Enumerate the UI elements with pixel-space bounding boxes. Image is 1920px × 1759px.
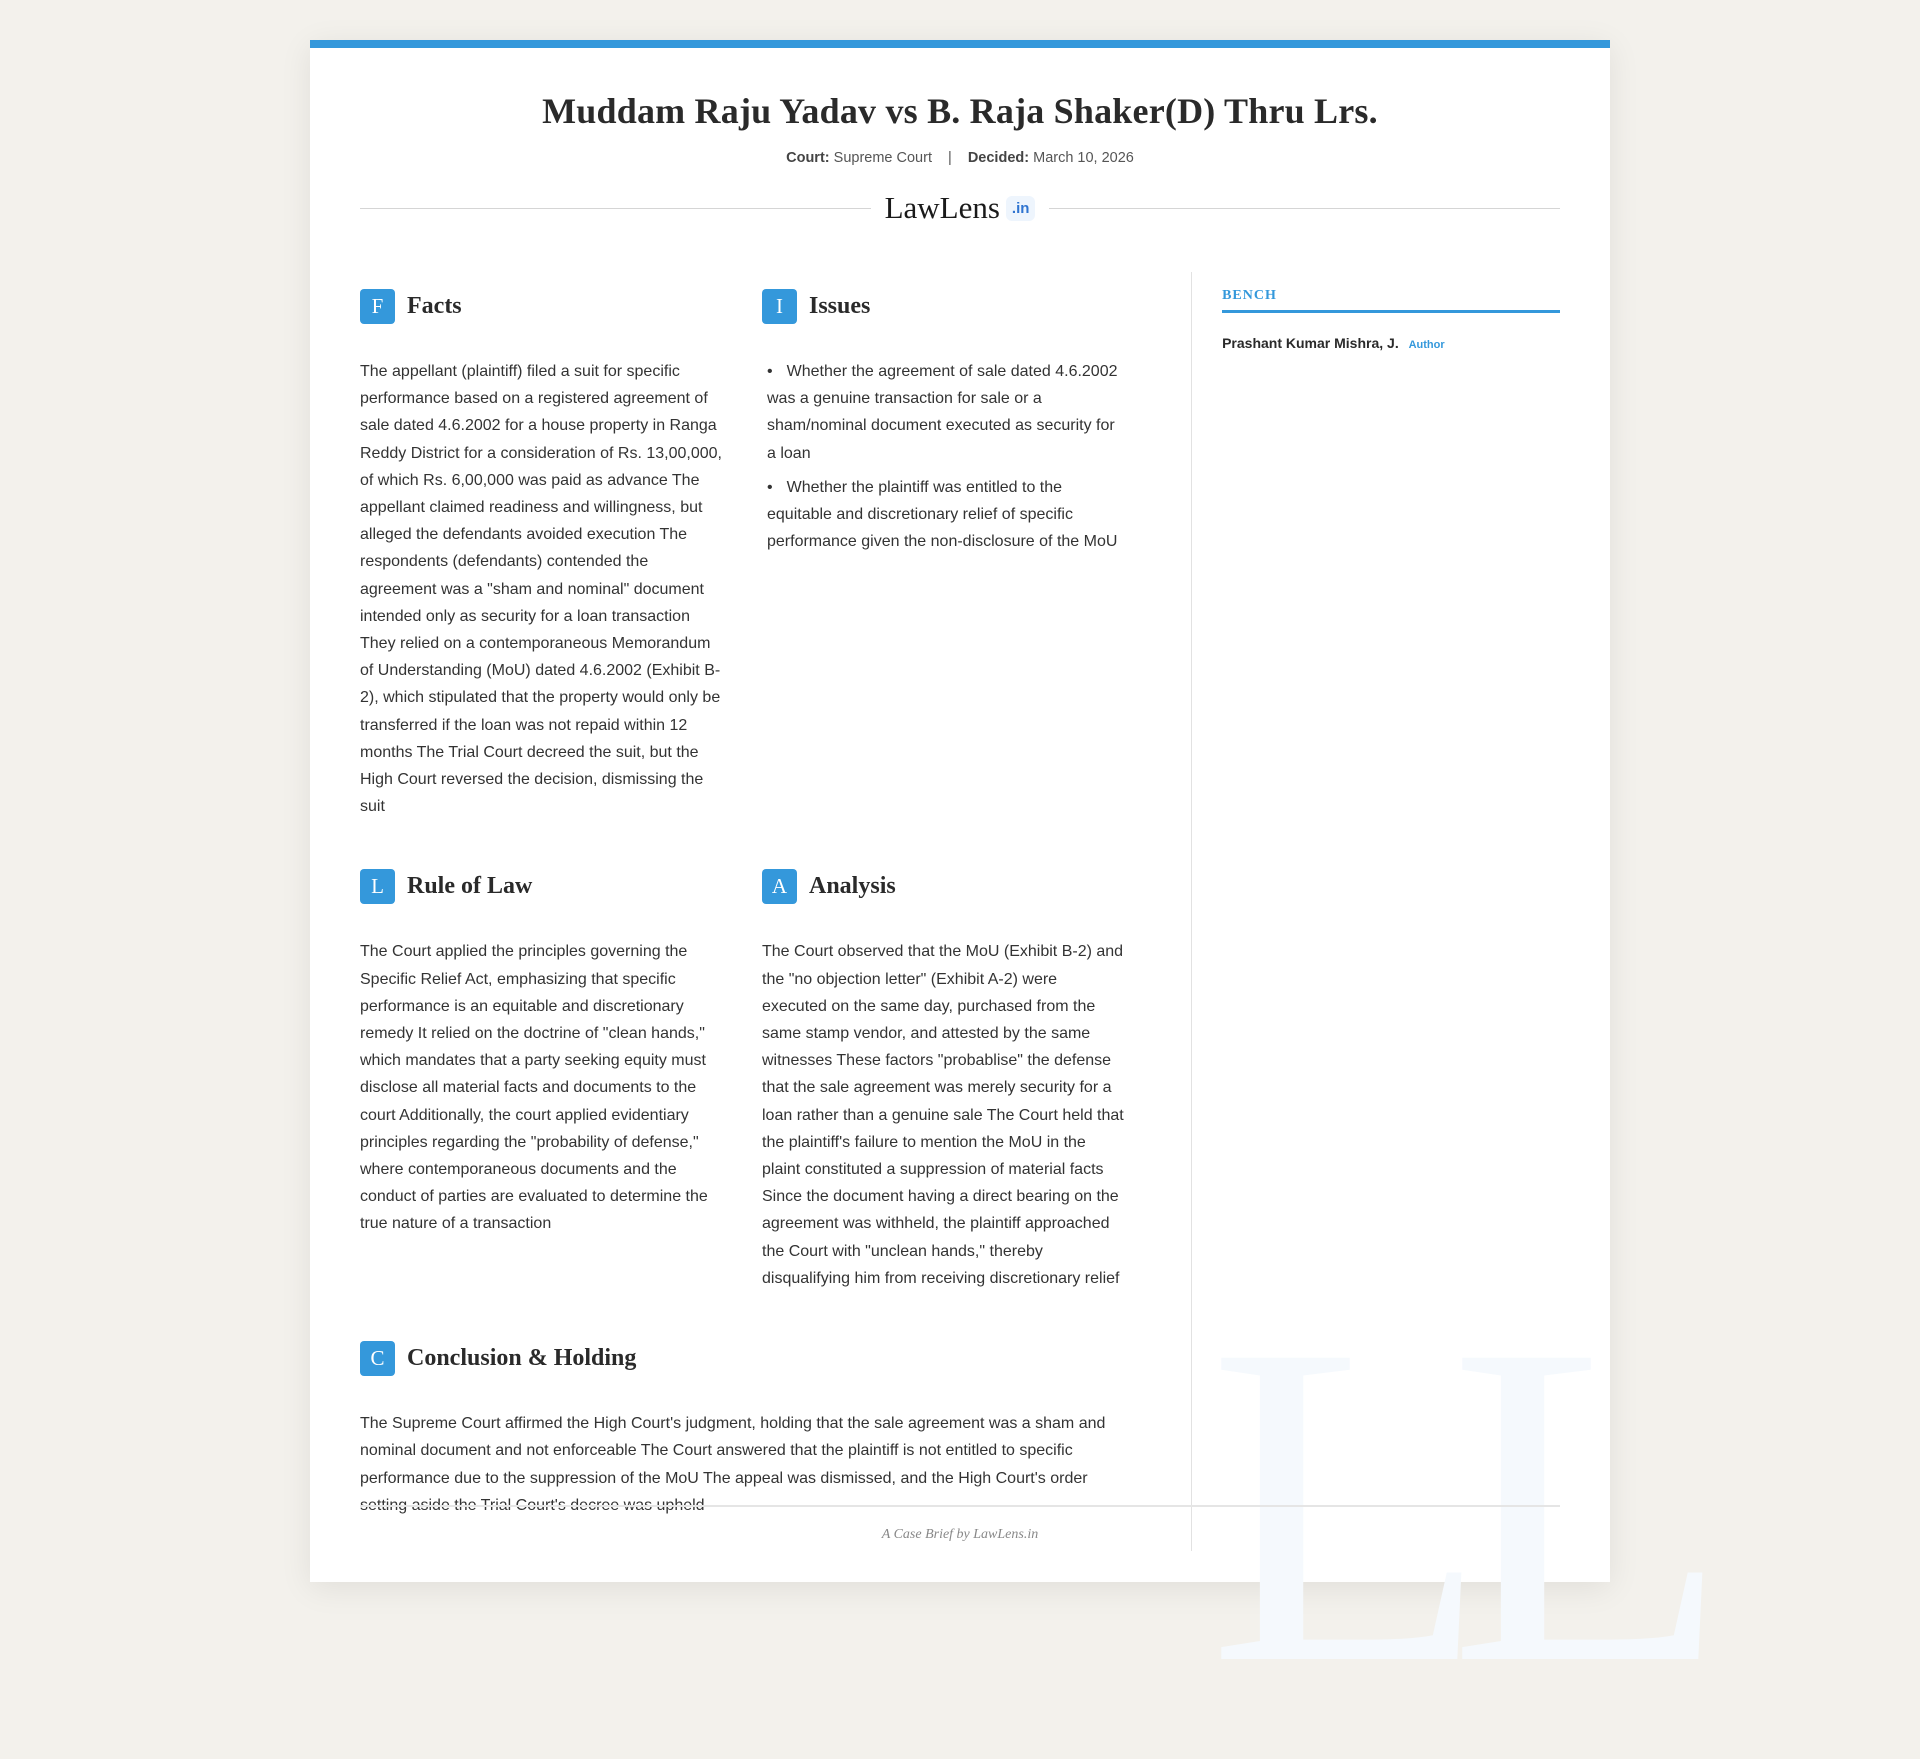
issues-letter-icon: I xyxy=(762,289,797,324)
firac-grid xyxy=(360,272,1141,1551)
case-meta xyxy=(310,150,1610,166)
conclusion-letter-icon: C xyxy=(360,1341,395,1376)
divider-line-left xyxy=(360,208,871,209)
facts-body: The appellant (plaintiff) filed a suit for specific performance based on a registered agreement of sale dated 4.6.2002 for a house property in Ranga Reddy District for a consideration of Rs. 13,00,000, of which Rs. 6,00,000 was paid as advance The appellant claimed readiness and willingness, but alleged the defendants avoided execution The respondents (defendants) contended the agreement was a "sham and nominal" document intended only as security for a loan transaction They relied on a contemporaneous Memorandum of Understanding (MoU) dated 4.6.2002 (Exhibit B-2), which stipulated that the property would only be transferred if the loan was not repaid within 12 months The Trial Court decreed the suit, but the High Court reversed the decision, dismissing the suit xyxy=(360,363,722,816)
brief-main xyxy=(360,272,1141,1551)
issue-text: Whether the agreement of sale dated 4.6.2002 was a genuine transaction for sale or a sham/nominal document executed as security for a loan xyxy=(767,363,1118,462)
analysis-body: The Court observed that the MoU (Exhibit B-2) and the "no objection letter" (Exhibit A-2) were executed on the same day, purchased from the same stamp vendor, and attested by the same witnesses These factors "probablise" the defense that the sale agreement was merely security for a loan rather than a genuine sale The Court held that the plaintiff's failure to mention the MoU in the plaint constituted a suppression of material facts Since the document having a direct bearing on the agreement was withheld, the plaintiff approached the Court with "unclean hands," thereby disqualifying him from receiving discretionary relief xyxy=(762,943,1124,1287)
decided-label: Decided: xyxy=(967,150,1030,166)
issue-item xyxy=(767,474,1126,556)
decided-value: March 10, 2026 xyxy=(1033,150,1134,166)
bullet-icon: • xyxy=(767,478,773,496)
case-brief-card xyxy=(310,40,1690,1759)
facts-letter-icon: F xyxy=(360,289,395,324)
brand-name: LawLens xyxy=(884,190,1000,225)
case-header xyxy=(310,48,1610,228)
section-title: Facts xyxy=(407,292,462,319)
section-conclusion xyxy=(360,1324,1126,1519)
brand-divider xyxy=(360,188,1560,228)
divider-line-right xyxy=(1049,208,1560,209)
issues-list xyxy=(762,358,1126,555)
brief-content xyxy=(310,272,1610,1551)
brand-tld-badge: .in xyxy=(1006,196,1036,221)
bullet-icon: • xyxy=(767,363,773,380)
section-header xyxy=(360,1340,1126,1376)
lawlens-watermark: LL xyxy=(1208,1249,1690,1759)
judge-entry xyxy=(1222,335,1560,351)
section-header xyxy=(360,288,722,324)
section-title: Issues xyxy=(809,292,871,319)
section-header xyxy=(762,288,1126,324)
issue-item xyxy=(767,358,1126,467)
bench-heading: BENCH xyxy=(1222,288,1560,313)
meta-separator: | xyxy=(948,150,952,166)
analysis-letter-icon: A xyxy=(762,869,797,904)
judge-name: Prashant Kumar Mishra, J. xyxy=(1222,335,1399,351)
rule-letter-icon: L xyxy=(360,869,395,904)
section-header xyxy=(360,868,722,904)
case-title: Muddam Raju Yadav vs B. Raja Shaker(D) Thru Lrs. xyxy=(542,91,1378,131)
issue-text: Whether the plaintiff was entitled to the equitable and discretionary relief of specific performance given the non-disclosure of the MoU xyxy=(767,478,1118,551)
conclusion-body: The Supreme Court affirmed the High Court's judgment, holding that the sale agreement was a sham and nominal document and not enforceable The Court answered that the plaintiff is not entitled to specific performance due to the suppression of the MoU The appeal was dismissed, and the High Court's order setting aside the Trial Court's decree was upheld xyxy=(360,1415,1106,1514)
bench-sidebar xyxy=(1191,272,1560,1551)
rule-body: The Court applied the principles governing the Specific Relief Act, emphasizing that specific performance is an equitable and discretionary remedy It relied on the doctrine of "clean hands," which mandates that a party seeking equity must disclose all material facts and documents to the court Additionally, the court applied evidentiary principles regarding the "probability of defense," where contemporaneous documents and the conduct of parties are evaluated to determine the true nature of a transaction xyxy=(360,943,708,1233)
section-rule-of-law xyxy=(360,852,722,1292)
section-analysis xyxy=(762,852,1126,1292)
court-value: Supreme Court xyxy=(833,150,932,166)
section-header xyxy=(762,868,1126,904)
section-title: Analysis xyxy=(809,872,896,899)
footer-credit: A Case Brief by LawLens.in xyxy=(881,1527,1039,1542)
brand-logo xyxy=(871,190,1050,226)
section-title: Rule of Law xyxy=(407,872,533,899)
page-footer xyxy=(360,1505,1560,1543)
judge-role-tag: Author xyxy=(1408,339,1445,351)
section-title: Conclusion & Holding xyxy=(407,1344,637,1371)
section-issues xyxy=(762,272,1126,820)
section-facts xyxy=(360,272,722,820)
court-label: Court: xyxy=(786,150,830,166)
